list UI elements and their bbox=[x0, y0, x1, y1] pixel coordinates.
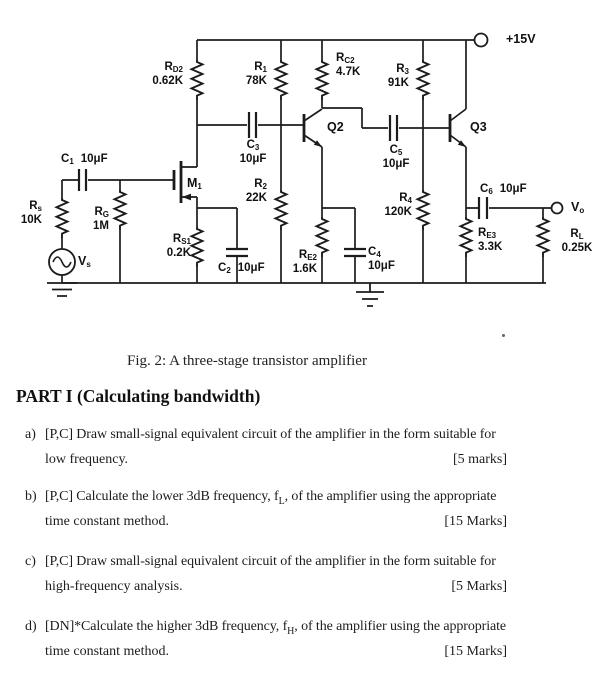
label-c3: $C_3$ 10μF bbox=[239, 139, 267, 165]
q2-emitter-arrow bbox=[314, 140, 322, 147]
resistor-r2 bbox=[276, 190, 287, 230]
label-c6: $C_6$ 10μF bbox=[480, 183, 527, 196]
item-b-line1: [P,C] Calculate the lower 3dB frequency, $f_L$, of the amplifier using the appropriate bbox=[45, 489, 497, 507]
resistor-r1 bbox=[276, 60, 287, 100]
label-re2: $R_{E2}$ 1.6K bbox=[292, 249, 317, 275]
label-rs1: $R_{S1}$ 0.2K bbox=[166, 233, 191, 259]
question-item-d bbox=[25, 617, 507, 663]
item-a-marks: [5 marks] bbox=[452, 452, 507, 468]
item-d-line2: time constant method. bbox=[45, 644, 170, 660]
circuit-resistors bbox=[57, 60, 549, 267]
m1-source-arrow bbox=[182, 194, 191, 201]
stray-mark bbox=[502, 334, 505, 337]
ground-symbol-left bbox=[47, 283, 77, 296]
resistor-rg bbox=[115, 190, 126, 230]
item-b-line2: time constant method. bbox=[45, 514, 170, 530]
circuit-grounds bbox=[47, 283, 384, 306]
label-supply: +15V bbox=[506, 32, 536, 46]
label-rl: $R_L$ 0.25K bbox=[561, 228, 593, 254]
label-vs: $V_s$ bbox=[78, 254, 91, 269]
label-r2: $R_2$ 22K bbox=[245, 178, 267, 204]
item-d-marks: [15 Marks] bbox=[444, 644, 507, 660]
resistor-re2 bbox=[317, 217, 328, 257]
label-q3: Q3 bbox=[470, 120, 487, 134]
label-rs: $R_s$ 10K bbox=[20, 200, 42, 226]
label-c1: $C_1$ 10μF bbox=[61, 153, 108, 166]
supply-terminal bbox=[475, 34, 488, 47]
item-label: b) bbox=[25, 489, 37, 504]
vs-source-symbol bbox=[49, 249, 75, 275]
item-label: c) bbox=[25, 554, 36, 569]
resistor-rl bbox=[538, 217, 549, 257]
figure-caption: Fig. 2: A three-stage transistor amplifier bbox=[127, 353, 367, 369]
label-c5: $C_5$ 10μF bbox=[382, 144, 410, 170]
label-r1: $R_1$ 78K bbox=[245, 61, 267, 87]
item-c-line2: high-frequency analysis. bbox=[45, 579, 183, 595]
label-vo: $V_o$ bbox=[571, 200, 585, 215]
ground-symbol-mid bbox=[356, 283, 384, 306]
label-c2: $C_2$ 10μF bbox=[218, 262, 265, 275]
label-q2: Q2 bbox=[327, 120, 344, 134]
capacitor-c5 bbox=[390, 115, 397, 141]
item-c-line1: [P,C] Draw small-signal equivalent circuit of the amplifier in the form suitable for bbox=[45, 554, 496, 569]
item-d-line1: [DN]*Calculate the higher 3dB frequency, $f_H$, of the amplifier using the appropriate bbox=[45, 619, 507, 637]
label-re3: $R_{E3}$ 3.3K bbox=[478, 227, 503, 253]
capacitor-c1 bbox=[79, 169, 86, 191]
resistor-r3 bbox=[418, 60, 429, 100]
item-label: a) bbox=[25, 427, 36, 442]
transistor-q2 bbox=[304, 109, 322, 147]
resistor-r4 bbox=[418, 190, 429, 230]
item-b-marks: [15 Marks] bbox=[444, 514, 507, 530]
resistor-rs1 bbox=[192, 227, 203, 267]
resistor-rd2 bbox=[192, 60, 203, 100]
label-rc2: $R_{C2}$ 4.7K bbox=[336, 52, 361, 78]
circuit-figure bbox=[0, 0, 608, 330]
item-label: d) bbox=[25, 619, 37, 634]
label-r4: $R_4$ 120K bbox=[384, 192, 412, 218]
capacitor-c6 bbox=[479, 197, 487, 219]
item-c-marks: [5 Marks] bbox=[451, 579, 507, 595]
label-rd2: $R_{D2}$ 0.62K bbox=[152, 61, 183, 87]
label-rg: $R_G$ 1M bbox=[93, 206, 109, 232]
label-r3: $R_3$ 91K bbox=[387, 63, 409, 89]
label-m1: $M_1$ bbox=[187, 176, 202, 191]
question-item-c bbox=[25, 552, 507, 598]
question-item-a bbox=[25, 425, 507, 471]
question-item-b bbox=[25, 487, 507, 533]
capacitor-c4 bbox=[344, 249, 366, 256]
transistor-q3 bbox=[450, 109, 466, 147]
item-a-line1: [P,C] Draw small-signal equivalent circuit of the amplifier in the form suitable for bbox=[45, 427, 496, 442]
capacitor-c3 bbox=[249, 112, 256, 138]
part-heading: PART I (Calculating bandwidth) bbox=[16, 386, 261, 406]
label-c4: $C_4$ 10μF bbox=[368, 246, 395, 272]
capacitor-c2 bbox=[226, 249, 248, 256]
resistor-rc2 bbox=[317, 60, 328, 100]
item-a-line2: low frequency. bbox=[45, 452, 129, 468]
output-terminal bbox=[552, 203, 563, 214]
resistor-re3 bbox=[461, 217, 472, 257]
